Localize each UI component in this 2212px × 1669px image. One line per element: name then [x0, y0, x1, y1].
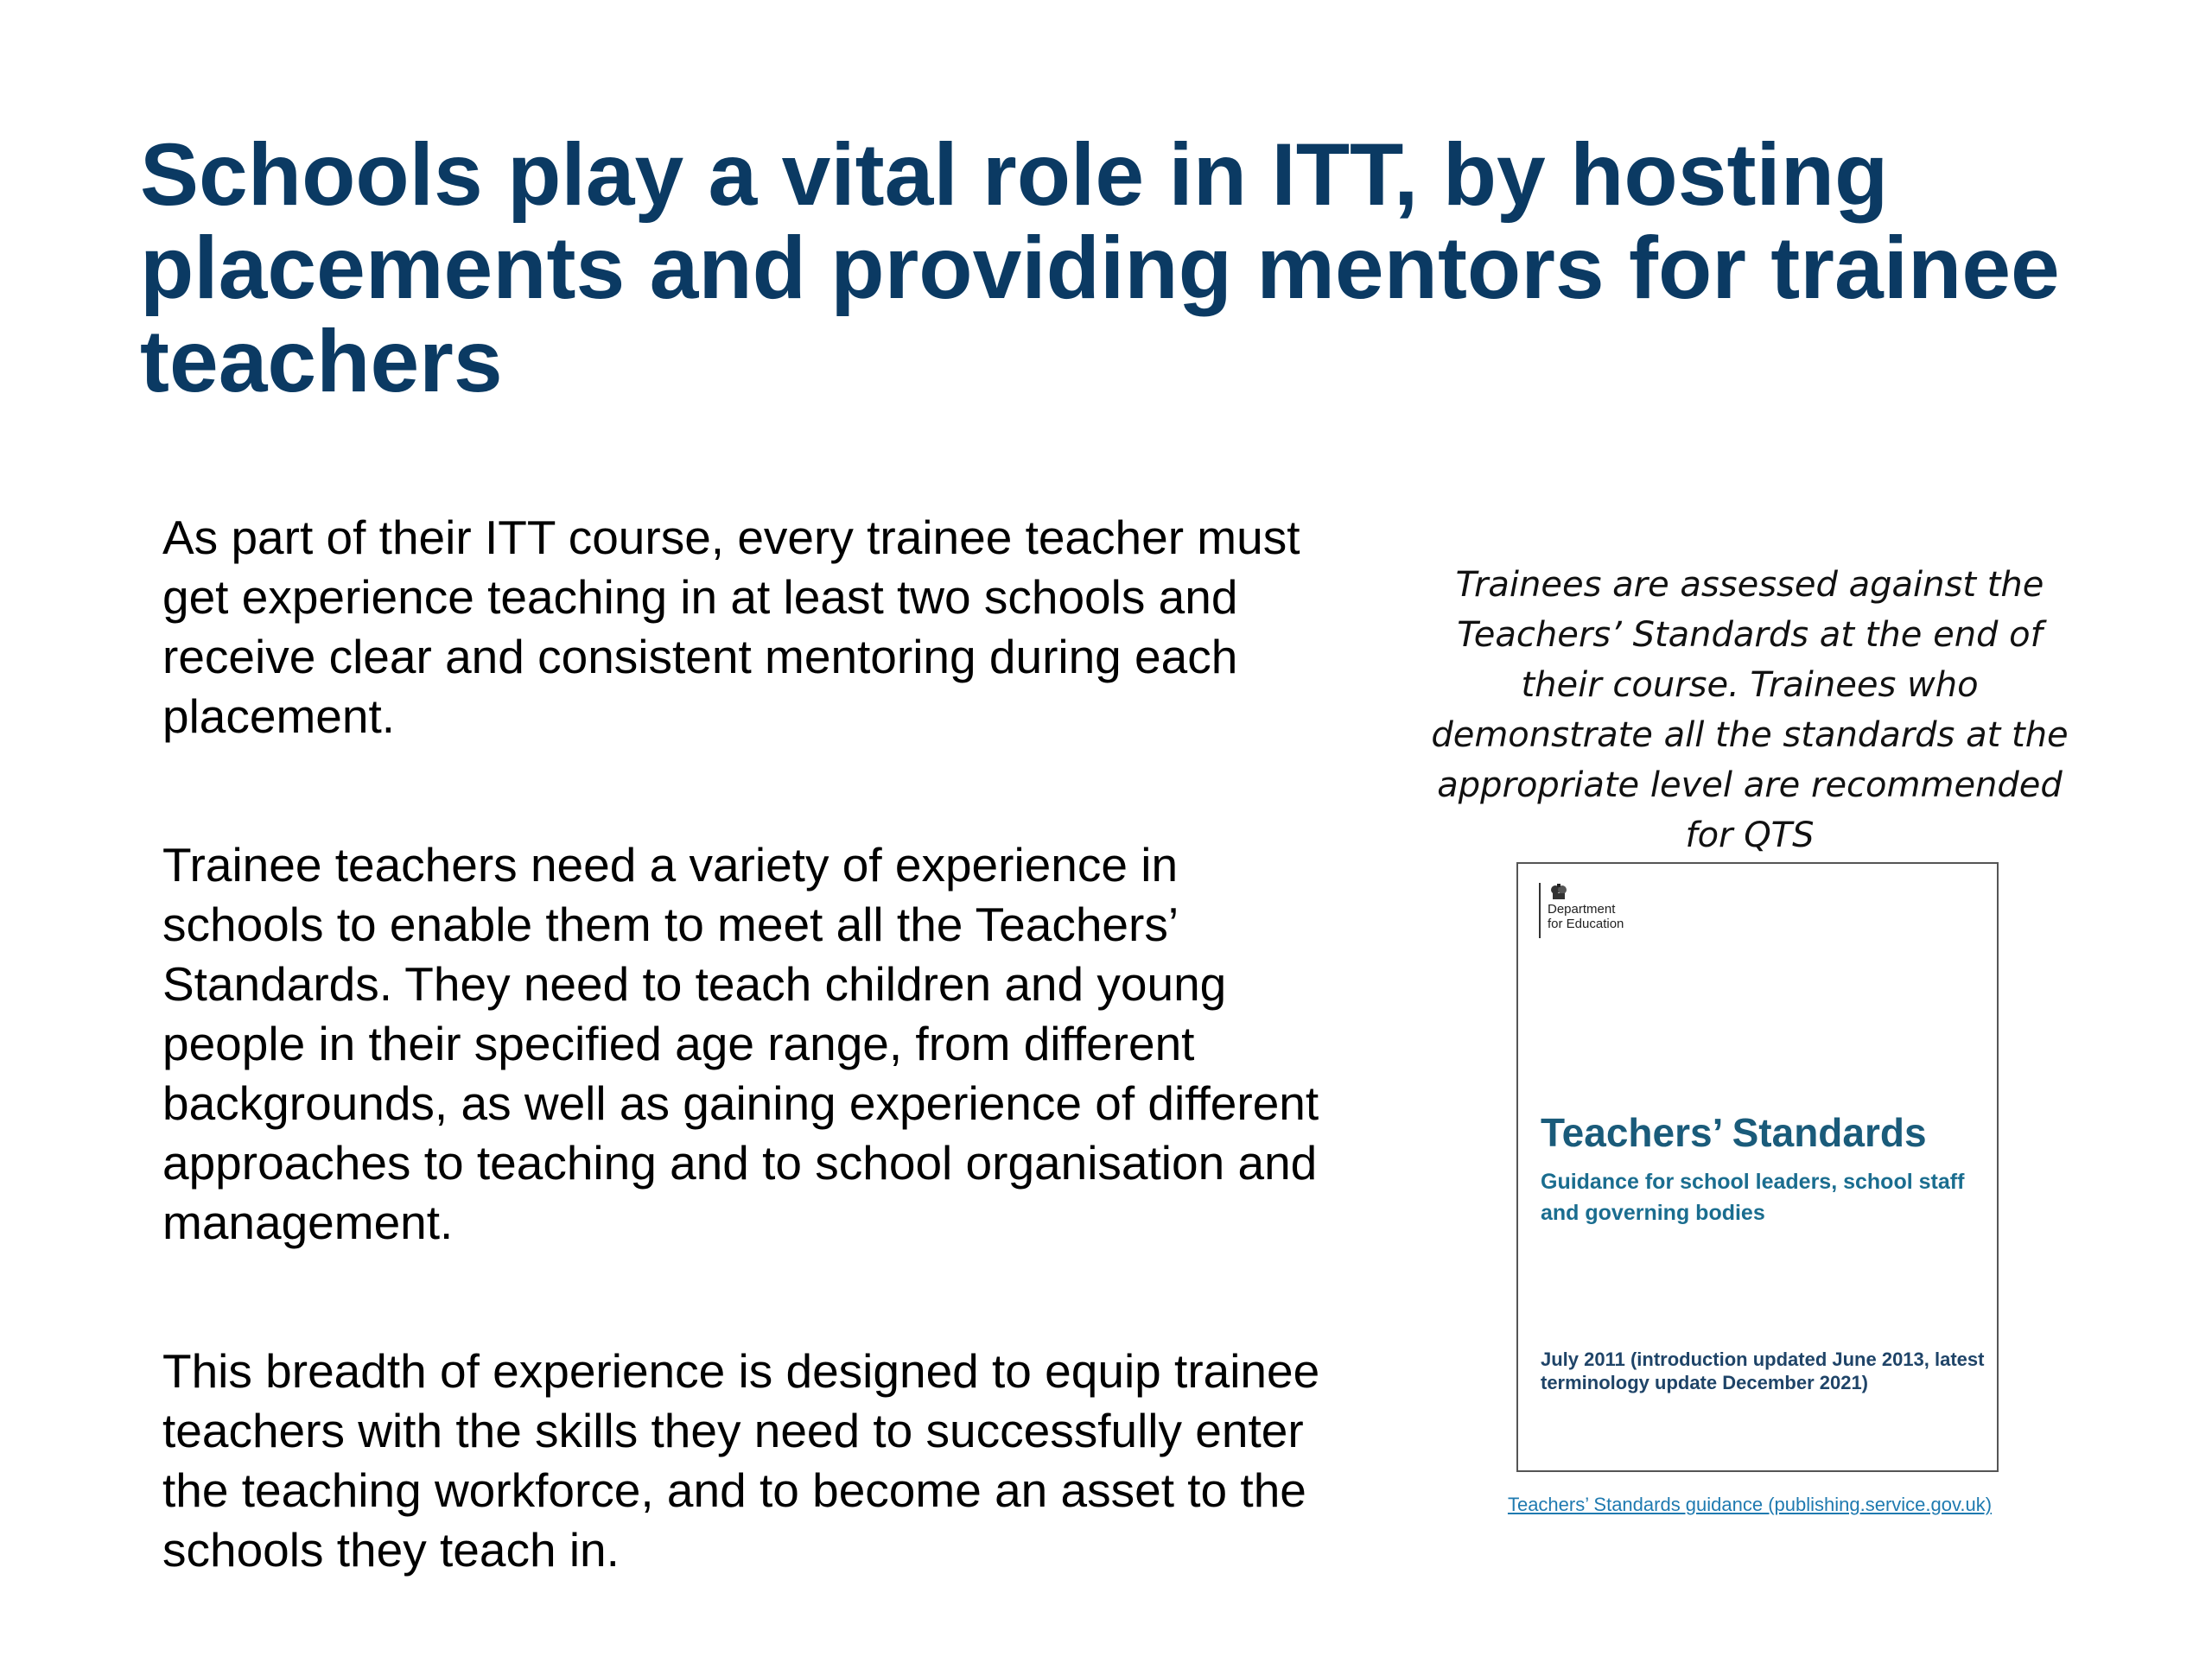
dfe-logo-line-1: Department: [1548, 902, 1616, 917]
slide-title: Schools play a vital role in ITT, by hosting placements and providing mentors for trainee teachers: [140, 125, 2060, 410]
paragraph-breadth-of-experience: This breadth of experience is designed to equip trainee teachers with the skills they need to successfully enter the teaching workforce, and to become an asset to the schools they teach in.: [162, 1344, 1320, 1577]
body-text: [162, 508, 1320, 1669]
cover-title: Teachers’ Standards: [1541, 1110, 1927, 1155]
paragraph-variety-of-experience: Trainee teachers need a variety of experience in schools to enable them to meet all the Teachers’ Standards. They need to teach children and young people in their specified age range, from different backgrounds, as well as gaining experience of different approaches to teaching and to school organisation and management.: [162, 838, 1319, 1249]
teachers-standards-guidance-link[interactable]: Teachers’ Standards guidance (publishing.service.gov.uk): [1507, 1494, 1993, 1515]
dfe-logo-line-2: for Education: [1548, 917, 1624, 931]
cover-subtitle: Guidance for school leaders, school staff and governing bodies: [1541, 1170, 1965, 1225]
dfe-logo: [1539, 883, 1624, 938]
royal-crest-icon: [1548, 883, 1570, 902]
qts-caption: Trainees are assessed against the Teachers’ Standards at the end of their course. Trainees who demonstrate all the standards at the appropriate level are recommended for QTS: [1431, 565, 2069, 855]
teachers-standards-cover-image: [1516, 862, 1999, 1472]
paragraph-placements: As part of their ITT course, every trainee teacher must get experience teaching in at least two schools and receive clear and consistent mentoring during each placement.: [162, 511, 1300, 743]
cover-date: July 2011 (introduction updated June 2013, latest terminology update December 2021): [1541, 1349, 1985, 1393]
